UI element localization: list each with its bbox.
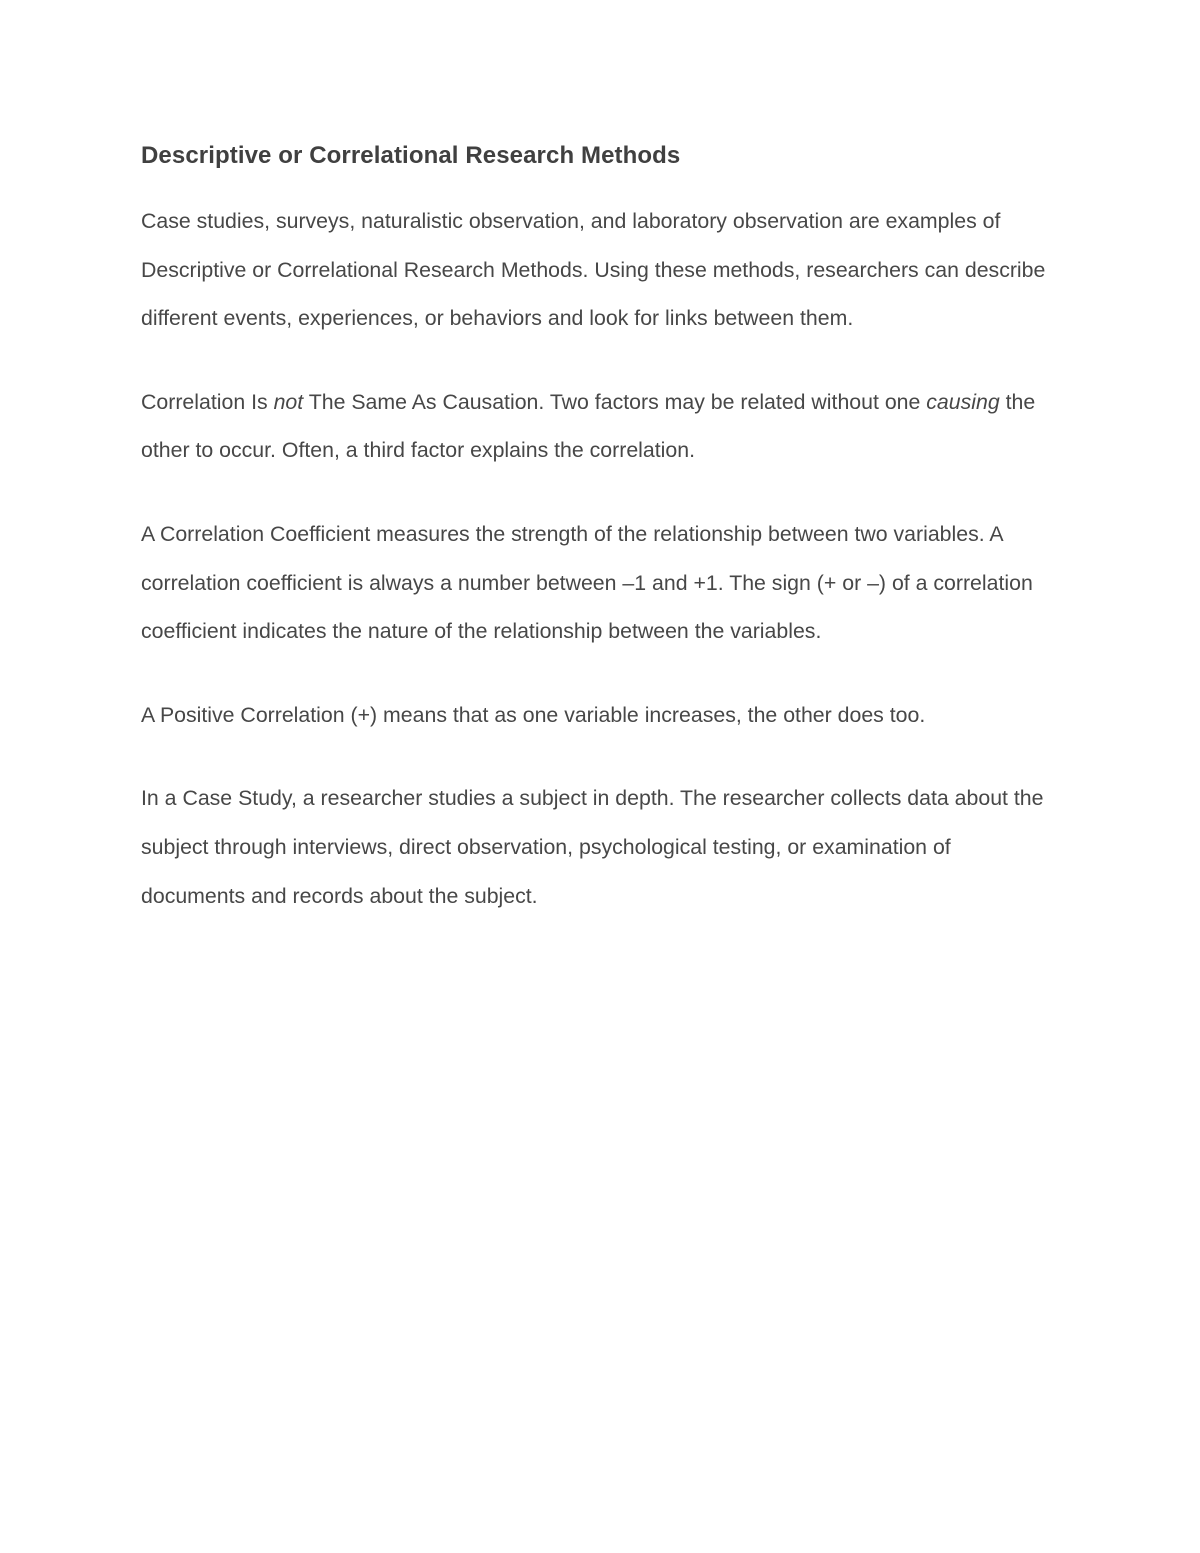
emphasis-causing: causing bbox=[926, 389, 1000, 414]
emphasis-not: not bbox=[273, 389, 304, 414]
page-title: Descriptive or Correlational Research Methods bbox=[141, 142, 681, 169]
text-span: Correlation Is bbox=[141, 389, 274, 414]
document-body bbox=[141, 138, 1051, 920]
text-span: The Same As Causation. Two factors may be related without one bbox=[303, 389, 927, 414]
paragraph-correlation-causation bbox=[141, 378, 1051, 475]
paragraph-correlation-coefficient: A Correlation Coefficient measures the strength of the relationship between two variables. A correlation coefficient is always a number between –1 and +1. The sign (+ or –) of a correlation coefficient indicates the nature of the relationship between the variables. bbox=[141, 521, 1033, 644]
paragraph-methods: Case studies, surveys, naturalistic observation, and laboratory observation are examples of Descriptive or Correlational Research Methods. Using these methods, researchers can describe different events, experiences, or behaviors and look for links between them. bbox=[141, 209, 1046, 331]
paragraph-positive-correlation: A Positive Correlation (+) means that as one variable increases, the other does too. bbox=[141, 702, 926, 727]
text-span: the other to occur. Often, a third factor explains the correlation. bbox=[141, 389, 1036, 463]
paragraph-case-study: In a Case Study, a researcher studies a subject in depth. The researcher collects data about the subject through interviews, direct observation, psychological testing, or examination of documents and records about the subject. bbox=[141, 786, 1044, 908]
